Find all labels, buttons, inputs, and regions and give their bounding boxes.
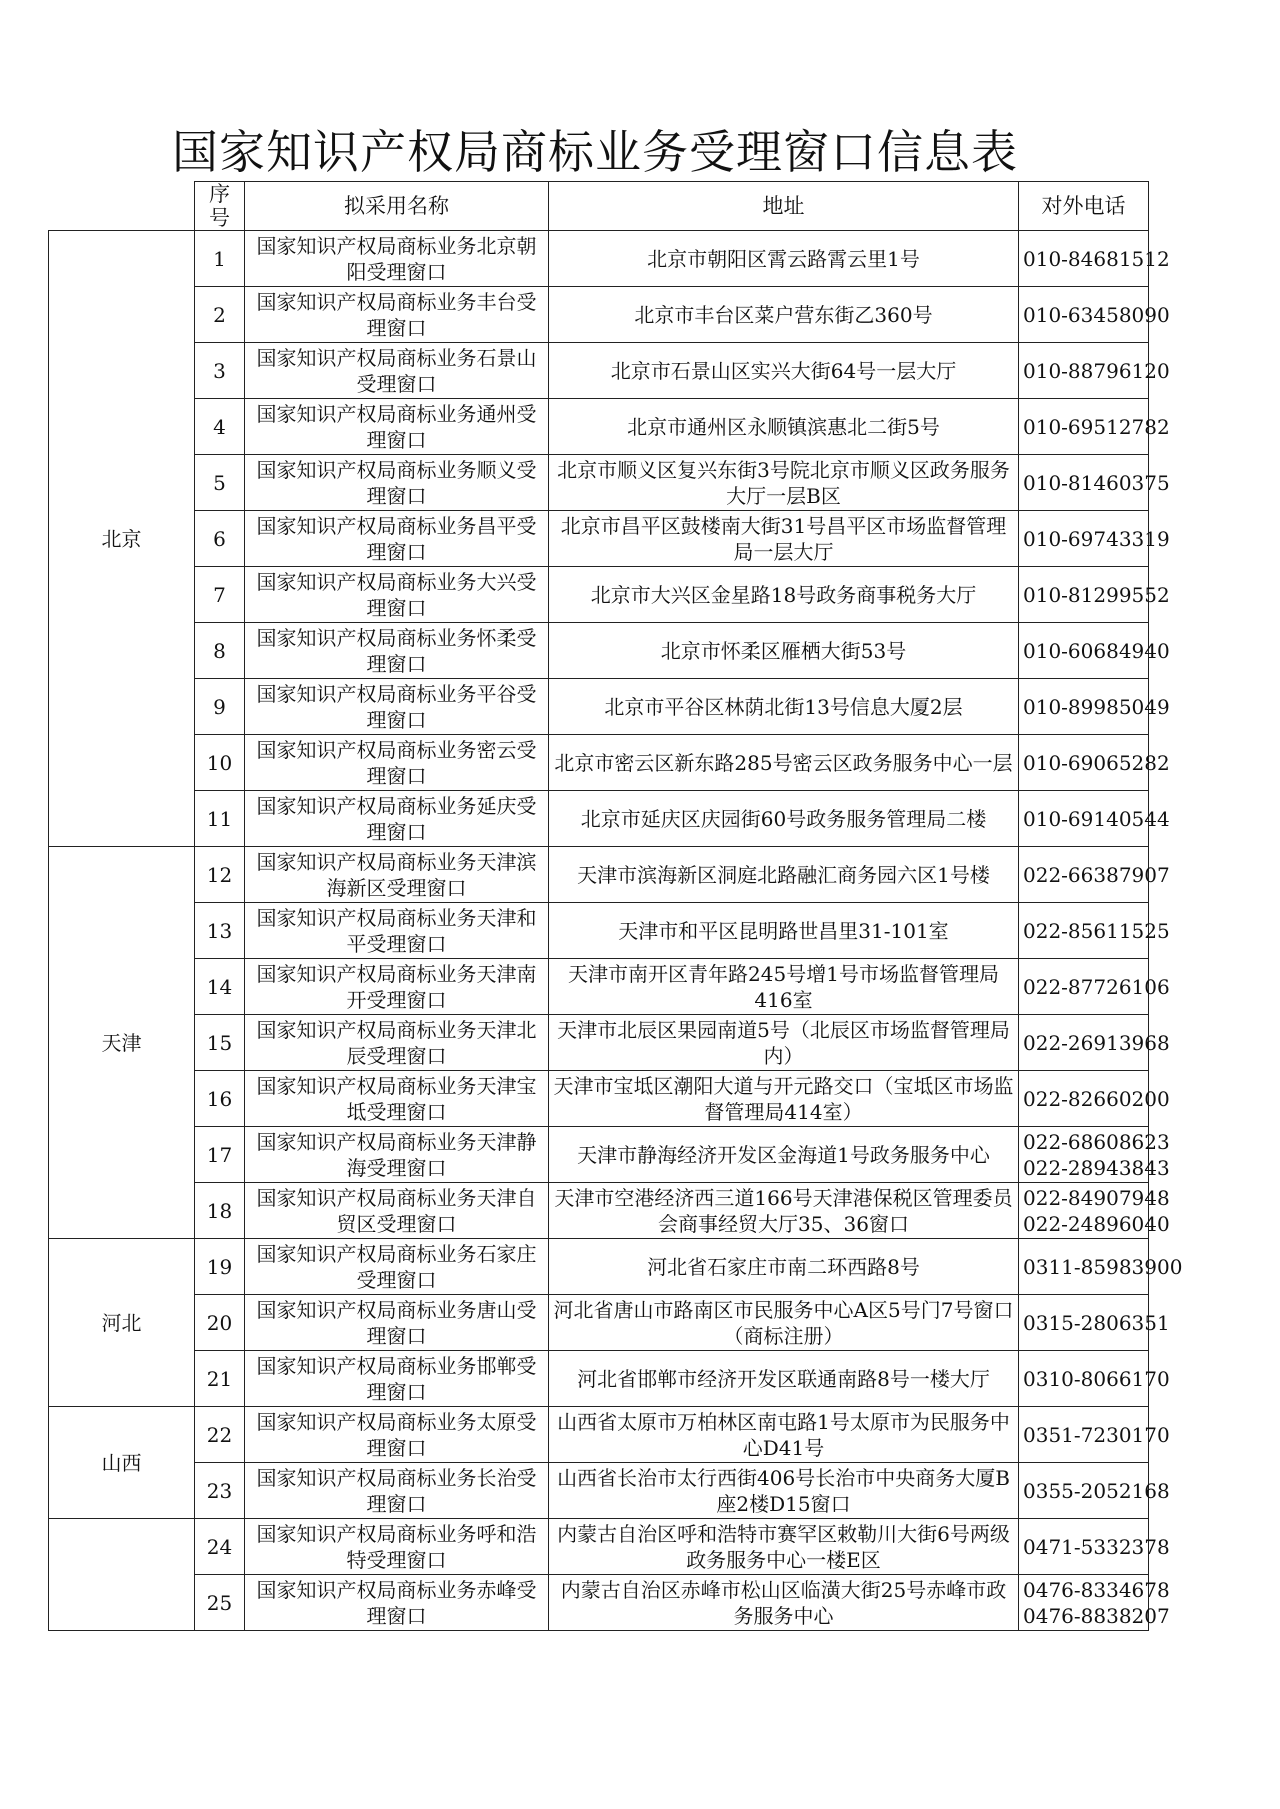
row-number: 19 — [195, 1239, 245, 1295]
phone-cell — [1019, 1127, 1170, 1183]
address: 河北省邯郸市经济开发区联通南路8号一楼大厅 — [549, 1351, 1019, 1407]
address: 内蒙古自治区呼和浩特市赛罕区敕勒川大街6号两级政务服务中心一楼E区 — [549, 1519, 1019, 1575]
phone-number: 022-66387907 — [1023, 862, 1170, 887]
row-number: 1 — [195, 231, 245, 287]
table-row — [49, 399, 1149, 455]
phone-cell — [1019, 623, 1170, 679]
table-row — [49, 231, 1149, 287]
table-row — [49, 567, 1149, 623]
phone-cell — [1019, 231, 1170, 287]
window-name: 国家知识产权局商标业务长治受理窗口 — [245, 1463, 549, 1519]
header-no: 序号 — [195, 182, 245, 231]
phone-cell — [1019, 455, 1170, 511]
table-row — [49, 1519, 1149, 1575]
phone-cell — [1019, 1015, 1170, 1071]
window-name: 国家知识产权局商标业务天津北辰受理窗口 — [245, 1015, 549, 1071]
phone-cell — [1019, 679, 1170, 735]
phone-number: 022-26913968 — [1023, 1030, 1170, 1055]
address: 河北省唐山市路南区市民服务中心A区5号门7号窗口（商标注册） — [549, 1295, 1019, 1351]
address: 天津市静海经济开发区金海道1号政务服务中心 — [549, 1127, 1019, 1183]
window-name: 国家知识产权局商标业务昌平受理窗口 — [245, 511, 549, 567]
phone-cell — [1019, 1575, 1170, 1631]
window-name: 国家知识产权局商标业务天津宝坻受理窗口 — [245, 1071, 549, 1127]
phone-number: 022-85611525 — [1023, 918, 1170, 943]
address: 天津市南开区青年路245号增1号市场监督管理局416室 — [549, 959, 1019, 1015]
phone-number: 010-69512782 — [1023, 414, 1170, 439]
row-number: 14 — [195, 959, 245, 1015]
table-row — [49, 1015, 1149, 1071]
phone-number: 010-89985049 — [1023, 694, 1170, 719]
phone-number: 010-81299552 — [1023, 582, 1170, 607]
phone-number: 010-69065282 — [1023, 750, 1170, 775]
table-row — [49, 623, 1149, 679]
address: 河北省石家庄市南二环西路8号 — [549, 1239, 1019, 1295]
table-row — [49, 511, 1149, 567]
row-number: 24 — [195, 1519, 245, 1575]
table-row — [49, 847, 1149, 903]
region-cell: 河北 — [49, 1239, 195, 1407]
phone-number: 0355-2052168 — [1023, 1478, 1170, 1503]
address: 北京市丰台区菜户营东街乙360号 — [549, 287, 1019, 343]
region-cell: 天津 — [49, 847, 195, 1239]
phone-number: 010-84681512 — [1023, 246, 1170, 271]
phone-number: 010-69140544 — [1023, 806, 1170, 831]
phone-cell — [1019, 511, 1170, 567]
region-cell: 山西 — [49, 1407, 195, 1519]
address: 北京市顺义区复兴东街3号院北京市顺义区政务服务大厅一层B区 — [549, 455, 1019, 511]
table-row — [49, 1351, 1149, 1407]
region-cell: 北京 — [49, 231, 195, 847]
address: 北京市通州区永顺镇滨惠北二街5号 — [549, 399, 1019, 455]
table-row — [49, 343, 1149, 399]
phone-number: 010-69743319 — [1023, 526, 1170, 551]
window-name: 国家知识产权局商标业务平谷受理窗口 — [245, 679, 549, 735]
table-row — [49, 287, 1149, 343]
window-name: 国家知识产权局商标业务天津滨海新区受理窗口 — [245, 847, 549, 903]
table-row — [49, 959, 1149, 1015]
address: 北京市朝阳区霄云路霄云里1号 — [549, 231, 1019, 287]
phone-cell — [1019, 1407, 1170, 1463]
address: 天津市空港经济西三道166号天津港保税区管理委员会商事经贸大厅35、36窗口 — [549, 1183, 1019, 1239]
address: 北京市密云区新东路285号密云区政务服务中心一层 — [549, 735, 1019, 791]
window-name: 国家知识产权局商标业务太原受理窗口 — [245, 1407, 549, 1463]
window-name: 国家知识产权局商标业务通州受理窗口 — [245, 399, 549, 455]
address: 天津市滨海新区洞庭北路融汇商务园六区1号楼 — [549, 847, 1019, 903]
table-row — [49, 1239, 1149, 1295]
header-address: 地址 — [549, 182, 1019, 231]
header-region — [49, 182, 195, 231]
table-body — [49, 231, 1183, 1631]
phone-cell — [1019, 1519, 1170, 1575]
window-name: 国家知识产权局商标业务密云受理窗口 — [245, 735, 549, 791]
phone-cell — [1019, 959, 1170, 1015]
table-row — [49, 1183, 1149, 1239]
row-number: 18 — [195, 1183, 245, 1239]
row-number: 17 — [195, 1127, 245, 1183]
phone-cell — [1019, 1295, 1170, 1351]
row-number: 25 — [195, 1575, 245, 1631]
window-name: 国家知识产权局商标业务怀柔受理窗口 — [245, 623, 549, 679]
phone-number: 0310-8066170 — [1023, 1366, 1170, 1391]
header-row — [49, 182, 1149, 231]
table-row — [49, 1127, 1149, 1183]
row-number: 15 — [195, 1015, 245, 1071]
phone-cell — [1019, 847, 1170, 903]
phone-cell — [1019, 343, 1170, 399]
phone-number: 010-81460375 — [1023, 470, 1170, 495]
row-number: 16 — [195, 1071, 245, 1127]
phone-cell — [1019, 567, 1170, 623]
phone-number: 0476-8838207 — [1023, 1603, 1170, 1628]
window-name: 国家知识产权局商标业务延庆受理窗口 — [245, 791, 549, 847]
window-name: 国家知识产权局商标业务天津静海受理窗口 — [245, 1127, 549, 1183]
phone-cell — [1019, 399, 1170, 455]
phone-cell — [1019, 1463, 1170, 1519]
phone-cell — [1019, 1351, 1170, 1407]
address: 天津市北辰区果园南道5号（北辰区市场监督管理局内） — [549, 1015, 1019, 1071]
table-row — [49, 1407, 1149, 1463]
phone-number: 0351-7230170 — [1023, 1422, 1170, 1447]
phone-cell — [1019, 735, 1170, 791]
phone-number: 022-24896040 — [1023, 1211, 1170, 1236]
table-row — [49, 1071, 1149, 1127]
address: 天津市宝坻区潮阳大道与开元路交口（宝坻区市场监督管理局414室） — [549, 1071, 1019, 1127]
row-number: 4 — [195, 399, 245, 455]
row-number: 22 — [195, 1407, 245, 1463]
table-row — [49, 1575, 1149, 1631]
row-number: 11 — [195, 791, 245, 847]
address: 北京市昌平区鼓楼南大街31号昌平区市场监督管理局一层大厅 — [549, 511, 1019, 567]
info-table — [48, 181, 1183, 1631]
row-number: 12 — [195, 847, 245, 903]
phone-number: 022-68608623 — [1023, 1129, 1170, 1154]
phone-number: 0315-2806351 — [1023, 1310, 1170, 1335]
row-number: 9 — [195, 679, 245, 735]
window-name: 国家知识产权局商标业务天津南开受理窗口 — [245, 959, 549, 1015]
address: 内蒙古自治区赤峰市松山区临潢大街25号赤峰市政务服务中心 — [549, 1575, 1019, 1631]
row-number: 21 — [195, 1351, 245, 1407]
phone-number: 010-63458090 — [1023, 302, 1170, 327]
phone-number: 022-84907948 — [1023, 1185, 1170, 1210]
row-number: 3 — [195, 343, 245, 399]
table-row — [49, 735, 1149, 791]
window-name: 国家知识产权局商标业务邯郸受理窗口 — [245, 1351, 549, 1407]
window-name: 国家知识产权局商标业务北京朝阳受理窗口 — [245, 231, 549, 287]
table-row — [49, 455, 1149, 511]
window-name: 国家知识产权局商标业务唐山受理窗口 — [245, 1295, 549, 1351]
region-cell — [49, 1519, 195, 1631]
phone-cell — [1019, 287, 1170, 343]
row-number: 6 — [195, 511, 245, 567]
address: 北京市石景山区实兴大街64号一层大厅 — [549, 343, 1019, 399]
header-name: 拟采用名称 — [245, 182, 549, 231]
phone-number: 0311-85983900 — [1023, 1254, 1183, 1279]
window-name: 国家知识产权局商标业务顺义受理窗口 — [245, 455, 549, 511]
phone-cell — [1019, 1183, 1170, 1239]
page-title: 国家知识产权局商标业务受理窗口信息表 — [172, 125, 1018, 179]
row-number: 23 — [195, 1463, 245, 1519]
row-number: 5 — [195, 455, 245, 511]
window-name: 国家知识产权局商标业务呼和浩特受理窗口 — [245, 1519, 549, 1575]
table-row — [49, 791, 1149, 847]
phone-number: 0476-8334678 — [1023, 1577, 1170, 1602]
row-number: 8 — [195, 623, 245, 679]
window-name: 国家知识产权局商标业务天津和平受理窗口 — [245, 903, 549, 959]
phone-cell — [1019, 1239, 1183, 1295]
phone-number: 010-88796120 — [1023, 358, 1170, 383]
address: 北京市平谷区林荫北街13号信息大厦2层 — [549, 679, 1019, 735]
table-row — [49, 1463, 1149, 1519]
table-row — [49, 679, 1149, 735]
table-row — [49, 1295, 1149, 1351]
phone-number: 022-82660200 — [1023, 1086, 1170, 1111]
window-name: 国家知识产权局商标业务石景山受理窗口 — [245, 343, 549, 399]
address: 北京市延庆区庆园街60号政务服务管理局二楼 — [549, 791, 1019, 847]
address: 北京市大兴区金星路18号政务商事税务大厅 — [549, 567, 1019, 623]
window-name: 国家知识产权局商标业务大兴受理窗口 — [245, 567, 549, 623]
phone-cell — [1019, 903, 1170, 959]
address: 山西省太原市万柏林区南屯路1号太原市为民服务中心D41号 — [549, 1407, 1019, 1463]
phone-number: 0471-5332378 — [1023, 1534, 1170, 1559]
row-number: 20 — [195, 1295, 245, 1351]
window-name: 国家知识产权局商标业务天津自贸区受理窗口 — [245, 1183, 549, 1239]
row-number: 10 — [195, 735, 245, 791]
window-name: 国家知识产权局商标业务赤峰受理窗口 — [245, 1575, 549, 1631]
table-row — [49, 903, 1149, 959]
address: 山西省长治市太行西街406号长治市中央商务大厦B座2楼D15窗口 — [549, 1463, 1019, 1519]
phone-number: 022-28943843 — [1023, 1155, 1170, 1180]
header-phone: 对外电话 — [1019, 182, 1149, 231]
row-number: 2 — [195, 287, 245, 343]
phone-cell — [1019, 1071, 1170, 1127]
phone-number: 022-87726106 — [1023, 974, 1170, 999]
address: 北京市怀柔区雁栖大街53号 — [549, 623, 1019, 679]
window-name: 国家知识产权局商标业务石家庄受理窗口 — [245, 1239, 549, 1295]
row-number: 7 — [195, 567, 245, 623]
address: 天津市和平区昆明路世昌里31-101室 — [549, 903, 1019, 959]
window-name: 国家知识产权局商标业务丰台受理窗口 — [245, 287, 549, 343]
phone-cell — [1019, 791, 1170, 847]
phone-number: 010-60684940 — [1023, 638, 1170, 663]
row-number: 13 — [195, 903, 245, 959]
